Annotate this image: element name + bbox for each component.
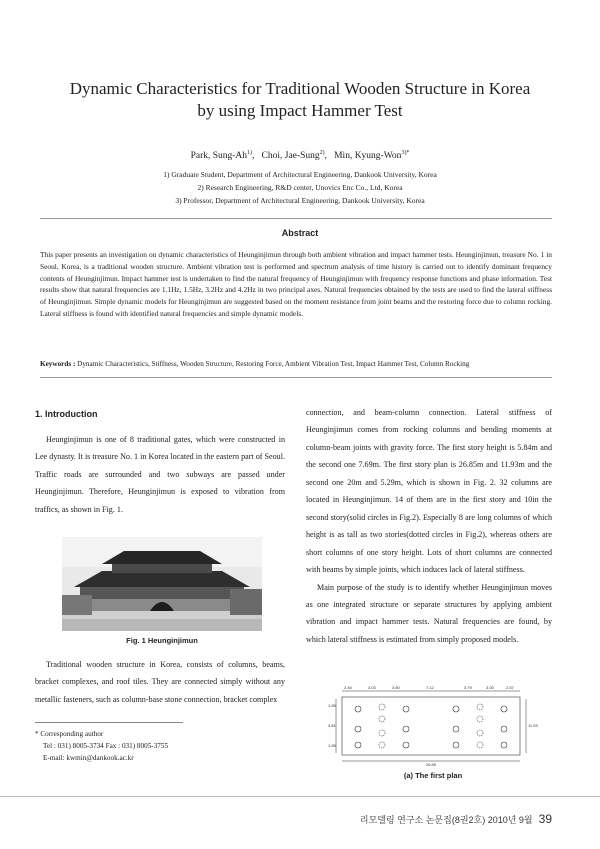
- plan-dim-top-7: 2.57: [506, 685, 514, 690]
- plan-dim-top-3: 3.80: [392, 685, 400, 690]
- title-line-1: Dynamic Characteristics for Traditional Wooden Structure in Korea: [69, 79, 531, 98]
- plan-dim-top-5: 3.79: [464, 685, 472, 690]
- abstract-heading: Abstract: [281, 228, 319, 238]
- plan-dim-right: 11.93: [528, 723, 538, 728]
- author-2-sup: 2): [319, 150, 325, 156]
- author-2: Choi, Jae-Sung: [261, 151, 320, 162]
- intro-paragraph-2: Traditional wooden structure in Korea, consists of columns, beams, bracket complexes, and roof tiles. They are connected simply without any metallic fasteners, such as column-base stone connection, bracket complex: [35, 660, 285, 704]
- heunginjimun-photo: [62, 537, 262, 631]
- figure-1-caption: Fig. 1 Heunginjimun: [126, 636, 198, 645]
- plan-dim-left-3: 1.55: [328, 743, 336, 748]
- right-column: [306, 404, 552, 648]
- footnote-corresponding: * Corresponding author: [35, 730, 104, 738]
- keywords-label: Keywords :: [40, 360, 76, 368]
- title-line-2: by using Impact Hammer Test: [197, 101, 403, 120]
- body-paragraph-3: connection, and beam-column connection. Lateral stiffness of Heunginjimun comes from rocking columns and bending moments at column-beam joints with gravity force. The first story height is 5.84m and the second one 7.69m. The first story plan is 26.85m and 11.93m and the second one 20m and 5.29m, which is shown in Fig. 2. 32 columns are located in Heunginjimun. 14 of them are in the first story and 10in the second story(solid circles in Fig.2). Especially 8 are long columns of which height is as tall as two stories(dotted circles in Fig.2), whereas others are short columns of one story height. Lots of short columns are connected with beams by simple joints, which induces lack of lateral stiffness.: [306, 408, 552, 575]
- abstract-text: This paper presents an investigation on dynamic characteristics of Heunginjimun through both ambient vibration and impact hammer tests. Heunginjimun, treasure No. 1 in Seoul, Korea, is a traditional wooden structure. Ambient vibration test is performed and spectrum analysis of time history is carried out to identify dominant frequency contents of Heunginjimun. Impact hammer test is undertaken to find the natural frequency of Heunginjimun with frequency response functions and phase information. Test results show that natural frequencies are 1.1Hz, 1.5Hz, 3.2Hz and 4.2Hz in two principal axes. Natural frequencies obtained by the tests are used to find the lateral stiffness of Heunginjimun. Simple dynamic models for Heunginjimun are suggested based on the moment resistance from joint beams and the restoring force due to column rocking. Lateral stiffness is found with identified natural frequencies and simple dynamic models.: [40, 250, 552, 318]
- plan-dim-top-6: 3.05: [486, 685, 494, 690]
- footnote-phone: Tel : 031) 8005-3734 Fax : 031) 8005-3755: [43, 742, 169, 750]
- affiliation-3: 3) Professor, Department of Architectural Engineering, Dankook University, Korea: [175, 196, 425, 205]
- footnote-rule: [35, 722, 183, 723]
- keywords-bottom-rule: [40, 377, 552, 378]
- first-plan-drawing: [326, 685, 540, 767]
- body-paragraph-4: Main purpose of the study is to identify whether Heunginjimun moves as one integrated structure or separate structures by applying ambient vibration and impact hammer tests. Natural frequencies are found, by which lateral stiffness is estimated from simply proposed models.: [306, 582, 552, 644]
- journal-name: 리모델링 연구소 논문집(8권2호) 2010년 9월: [359, 815, 533, 825]
- section-heading: 1. Introduction: [35, 409, 98, 419]
- plan-dim-top-4: 7.12: [426, 685, 434, 690]
- plan-dim-bottom: 26.85: [426, 762, 437, 767]
- author-1-sup: 1): [247, 150, 253, 156]
- abstract-top-rule: [40, 218, 552, 219]
- keywords-text: Dynamic Characteristics, Stiffness, Wooden Structure, Restoring Force, Ambient Vibration Test, Impact Hammer Test, Column Rocking: [77, 360, 470, 368]
- author-3: Min, Kyung-Won: [334, 151, 402, 162]
- page-number: 39: [538, 812, 552, 826]
- paper-title: [0, 78, 600, 122]
- affiliation-1: 1) Graduate Student, Department of Architectural Engineering, Dankook University, Korea: [163, 170, 437, 179]
- footnote: [35, 728, 275, 764]
- author-1: Park, Sung-Ah: [190, 151, 248, 162]
- intro-paragraph-1: Heunginjimun is one of 8 traditional gates, which were constructed in Lee dynasty. It is treasure No. 1 in Korea located in the eastern part of Seoul. Traffic roads are surrounded and two subways are passed under Heunginjimun. Therefore, Heunginjimun is exposed to vibration from traffics, as shown in Fig. 1.: [35, 435, 285, 514]
- author-list: Park, Sung-Ah$^{1)}$, Choi, Jae-Sung$^{2)}$, Min, Kyung-Won$^{3)*}$: [190, 150, 410, 162]
- footer-rule: [0, 796, 600, 797]
- footnote-email: E-mail: kwmin@dankook.ac.kr: [43, 754, 134, 762]
- affiliation-2: 2) Research Engineering, R&D center, Unovics Enc Co., Ltd, Korea: [197, 183, 403, 192]
- page-footer: [360, 812, 552, 826]
- author-3-sup: 3)*: [401, 150, 410, 156]
- plan-dim-left-2: 3.81: [328, 723, 336, 728]
- plan-dim-top-2: 3.03: [368, 685, 376, 690]
- figure-2-caption: (a) The first plan: [403, 771, 463, 780]
- plan-dim-left-1: 1.55: [328, 703, 336, 708]
- keywords: [40, 360, 560, 368]
- plan-dim-top-1: 2.46: [344, 685, 352, 690]
